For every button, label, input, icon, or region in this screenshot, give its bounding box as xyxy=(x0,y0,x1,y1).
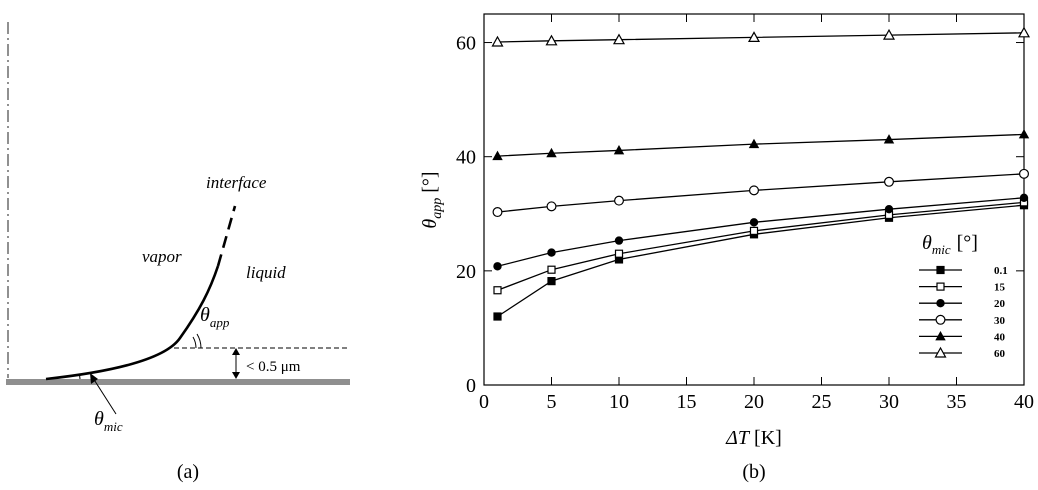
theta-app-label: $\theta_{app}$ xyxy=(200,304,230,330)
interface-label: interface xyxy=(206,173,267,192)
legend-item xyxy=(919,315,1006,327)
series-line xyxy=(498,33,1025,42)
data-point xyxy=(885,177,894,186)
x-tick-label: 15 xyxy=(676,391,697,413)
data-point xyxy=(548,266,555,273)
x-tick-label: 20 xyxy=(744,391,764,413)
y-tick-label: 40 xyxy=(456,146,476,169)
data-point xyxy=(750,186,759,195)
wall-substrate xyxy=(6,379,350,385)
legend-marker xyxy=(937,283,944,290)
series-20 xyxy=(494,194,1028,270)
legend-item xyxy=(919,331,1006,343)
series-40 xyxy=(493,130,1028,159)
legend-item xyxy=(919,348,1006,360)
legend-label: 20 xyxy=(994,298,1005,311)
interface-dashed-extension xyxy=(218,206,235,266)
data-point xyxy=(548,278,555,285)
legend-item xyxy=(919,265,1008,277)
x-tick-label: 25 xyxy=(811,391,832,413)
plot-frame xyxy=(484,14,1024,385)
height-label: < 0.5 μm xyxy=(246,359,301,375)
interface-curve xyxy=(46,266,218,379)
legend xyxy=(919,232,1008,360)
data-point xyxy=(494,263,501,270)
series-line xyxy=(498,174,1025,212)
data-point xyxy=(615,196,624,205)
theta-app-arc-2 xyxy=(197,334,201,348)
data-point xyxy=(547,202,556,211)
legend-marker xyxy=(937,267,944,274)
y-tick-label: 60 xyxy=(456,32,476,55)
x-axis-label: ΔT [K] xyxy=(726,427,782,449)
legend-title: $\theta_{mic}$ [°] xyxy=(922,232,978,257)
legend-item xyxy=(919,282,1006,294)
x-tick-label: 0 xyxy=(479,391,489,413)
legend-label: 15 xyxy=(994,281,1005,294)
x-tick-label: 30 xyxy=(879,391,899,413)
data-point xyxy=(615,237,622,244)
data-point xyxy=(751,227,758,234)
x-tick-label: 10 xyxy=(609,391,629,413)
x-tick-label: 5 xyxy=(546,391,557,413)
data-point xyxy=(885,206,892,213)
legend-item xyxy=(919,298,1006,310)
series-layer xyxy=(493,28,1030,320)
data-point xyxy=(750,219,757,226)
data-point xyxy=(1020,194,1027,201)
legend-marker xyxy=(937,300,944,307)
theta-mic-label: $\theta_{mic}$ xyxy=(94,408,123,434)
data-point xyxy=(493,208,502,217)
series-60 xyxy=(493,28,1030,46)
panel-a-label: (a) xyxy=(176,461,200,483)
schematic-panel xyxy=(6,22,350,483)
y-tick-label: 20 xyxy=(456,260,476,283)
height-dimension-arrow xyxy=(232,348,240,379)
data-point xyxy=(616,250,623,257)
y-axis-label: $\theta_{app}$ [°] xyxy=(419,171,445,229)
series-0.1 xyxy=(494,202,1028,320)
legend-label: 40 xyxy=(994,331,1005,344)
chart-panel xyxy=(419,14,1034,483)
legend-label: 30 xyxy=(994,314,1005,327)
theta-app-arc-1 xyxy=(193,337,196,348)
x-tick-label: 40 xyxy=(1014,391,1034,413)
data-point xyxy=(1020,169,1029,178)
x-tick-label: 35 xyxy=(946,391,967,413)
legend-label: 60 xyxy=(994,348,1005,360)
data-point xyxy=(548,249,555,256)
legend-items xyxy=(919,265,1008,360)
legend-label: 0.1 xyxy=(994,265,1008,277)
data-point xyxy=(494,287,501,294)
series-line xyxy=(498,134,1025,156)
y-tick-label: 0 xyxy=(466,375,476,397)
data-point xyxy=(494,313,501,320)
legend-marker xyxy=(936,315,945,324)
liquid-label: liquid xyxy=(246,263,286,282)
vapor-label: vapor xyxy=(142,247,182,266)
panel-b-label: (b) xyxy=(742,461,766,483)
